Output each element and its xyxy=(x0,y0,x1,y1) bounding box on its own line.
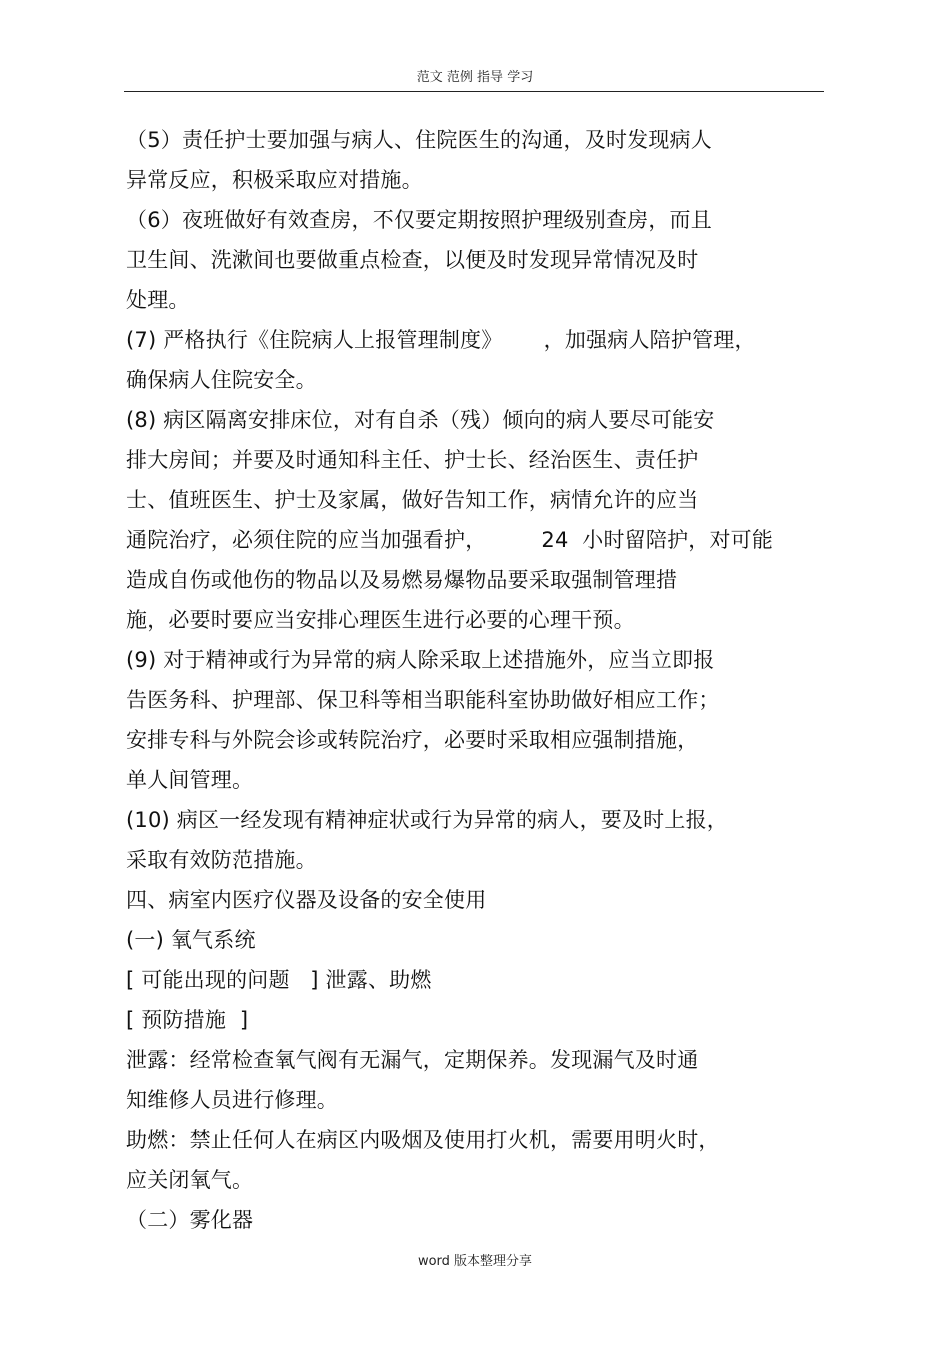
text-line: 施，必要时要应当安排心理医生进行必要的心理干预。 xyxy=(126,608,635,632)
text-line: （5）责任护士要加强与病人、住院医生的沟通，及时发现病人 xyxy=(126,128,712,152)
text-line: 安排专科与外院会诊或转院治疗，必要时采取相应强制措施， xyxy=(126,728,699,752)
text-line: 士、值班医生、护士及家属，做好告知工作，病情允许的应当 xyxy=(126,488,699,512)
text-line: (9) 对于精神或行为异常的病人除采取上述措施外，应当立即报 xyxy=(126,648,715,672)
text-line: 卫生间、洗漱间也要做重点检查，以便及时发现异常情况及时 xyxy=(126,248,699,272)
text-line: (10) 病区一经发现有精神症状或行为异常的病人，要及时上报， xyxy=(126,808,728,832)
text-line: (8) 病区隔离安排床位，对有自杀（残）倾向的病人要尽可能安 xyxy=(126,408,715,432)
text-line: 处理。 xyxy=(126,288,190,312)
text-line: 应关闭氧气。 xyxy=(126,1168,254,1192)
page-footer: word 版本整理分享 xyxy=(417,1254,533,1269)
text-line: 单人间管理。 xyxy=(126,768,254,792)
document-body xyxy=(126,120,826,1240)
text-line: 通院治疗，必须住院的应当加强看护， 24 小时留陪护，对可能 xyxy=(126,528,774,552)
text-line: [ 可能出现的问题 ] 泄露、助燃 xyxy=(126,968,432,992)
text-line: 泄露：经常检查氧气阀有无漏气，定期保养。发现漏气及时通 xyxy=(126,1048,699,1072)
text-line: 知维修人员进行修理。 xyxy=(126,1088,338,1112)
page-header: 范文 范例 指导 学习 xyxy=(416,70,534,85)
subsection-heading: （二）雾化器 xyxy=(126,1208,254,1232)
text-line: 采取有效防范措施。 xyxy=(126,848,317,872)
text-line: (7) 严格执行《住院病人上报管理制度》 ，加强病人陪护管理， xyxy=(126,328,756,352)
text-line: [ 预防措施 ] xyxy=(126,1008,249,1032)
header-rule xyxy=(124,91,824,92)
subsection-heading: (一) 氧气系统 xyxy=(126,928,256,952)
text-line: 排大房间；并要及时通知科主任、护士长、经治医生、责任护 xyxy=(126,448,699,472)
text-line: 异常反应，积极采取应对措施。 xyxy=(126,168,423,192)
section-heading: 四、病室内医疗仪器及设备的安全使用 xyxy=(126,888,487,912)
text-line: 助燃：禁止任何人在病区内吸烟及使用打火机，需要用明火时， xyxy=(126,1128,720,1152)
text-line: 造成自伤或他伤的物品以及易燃易爆物品要采取强制管理措 xyxy=(126,568,678,592)
text-line: 告医务科、护理部、保卫科等相当职能科室协助做好相应工作； xyxy=(126,688,720,712)
text-line: （6）夜班做好有效查房，不仅要定期按照护理级别查房，而且 xyxy=(126,208,712,232)
text-line: 确保病人住院安全。 xyxy=(126,368,317,392)
